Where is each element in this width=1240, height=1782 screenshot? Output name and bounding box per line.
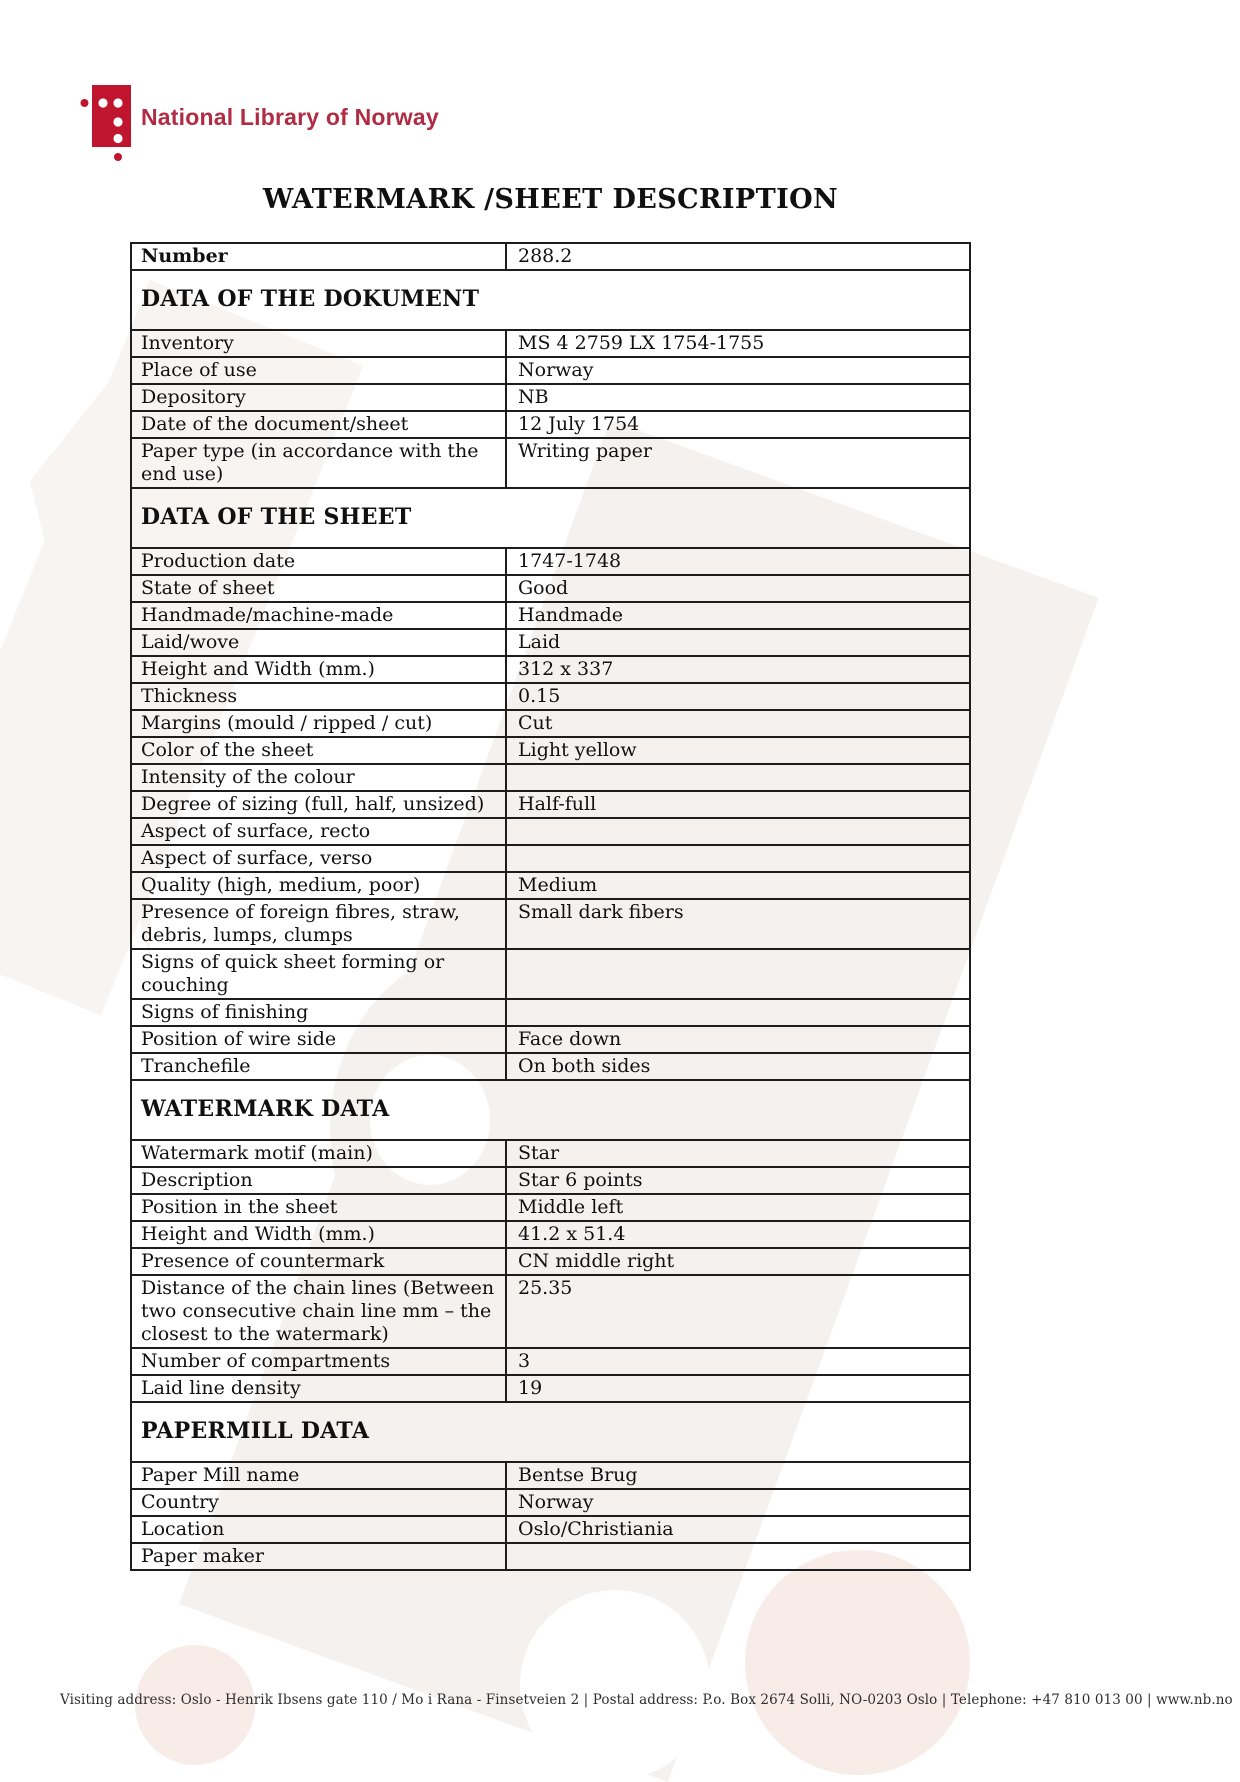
row-value bbox=[506, 949, 970, 999]
table-row bbox=[131, 438, 970, 488]
table-row bbox=[131, 737, 970, 764]
section-heading-row bbox=[131, 1402, 970, 1462]
table-row bbox=[131, 949, 970, 999]
table-row bbox=[131, 1516, 970, 1543]
table-row bbox=[131, 1140, 970, 1167]
table-row bbox=[131, 1053, 970, 1080]
table-row bbox=[131, 330, 970, 357]
row-value: Face down bbox=[506, 1026, 970, 1053]
row-value: Medium bbox=[506, 872, 970, 899]
row-label: Paper type (in accordance with the end use) bbox=[131, 438, 506, 488]
table-row bbox=[131, 818, 970, 845]
table-row bbox=[131, 656, 970, 683]
nb-logo bbox=[74, 70, 134, 165]
row-value: Star 6 points bbox=[506, 1167, 970, 1194]
row-value: 0.15 bbox=[506, 683, 970, 710]
section-heading-row bbox=[131, 1080, 970, 1140]
section-heading: WATERMARK DATA bbox=[131, 1080, 970, 1140]
row-label: Intensity of the colour bbox=[131, 764, 506, 791]
row-label: Thickness bbox=[131, 683, 506, 710]
table-row bbox=[131, 1489, 970, 1516]
row-label: Signs of finishing bbox=[131, 999, 506, 1026]
row-value: Oslo/Christiania bbox=[506, 1516, 970, 1543]
row-value: Norway bbox=[506, 1489, 970, 1516]
table-row bbox=[131, 764, 970, 791]
description-table bbox=[130, 242, 971, 1571]
table-row bbox=[131, 1462, 970, 1489]
row-value bbox=[506, 1543, 970, 1570]
row-label: Location bbox=[131, 1516, 506, 1543]
row-label: Margins (mould / ripped / cut) bbox=[131, 710, 506, 737]
section-heading-row bbox=[131, 488, 970, 548]
row-label: Position of wire side bbox=[131, 1026, 506, 1053]
row-value: On both sides bbox=[506, 1053, 970, 1080]
table-row bbox=[131, 1248, 970, 1275]
description-table-body bbox=[131, 243, 970, 1570]
row-value: Writing paper bbox=[506, 438, 970, 488]
row-value: Middle left bbox=[506, 1194, 970, 1221]
row-value bbox=[506, 999, 970, 1026]
row-label: Color of the sheet bbox=[131, 737, 506, 764]
table-row bbox=[131, 1194, 970, 1221]
table-row bbox=[131, 1543, 970, 1570]
table-row bbox=[131, 411, 970, 438]
row-label: State of sheet bbox=[131, 575, 506, 602]
row-value: Bentse Brug bbox=[506, 1462, 970, 1489]
row-label: Presence of countermark bbox=[131, 1248, 506, 1275]
row-value: 288.2 bbox=[506, 243, 970, 270]
row-value: 25.35 bbox=[506, 1275, 970, 1348]
row-value: 41.2 x 51.4 bbox=[506, 1221, 970, 1248]
row-label: Date of the document/sheet bbox=[131, 411, 506, 438]
table-row bbox=[131, 1221, 970, 1248]
row-label: Quality (high, medium, poor) bbox=[131, 872, 506, 899]
table-row bbox=[131, 683, 970, 710]
row-value bbox=[506, 845, 970, 872]
table-row bbox=[131, 548, 970, 575]
row-value: MS 4 2759 LX 1754-1755 bbox=[506, 330, 970, 357]
nb-logo-icon bbox=[74, 70, 134, 165]
table-row bbox=[131, 872, 970, 899]
table-row bbox=[131, 602, 970, 629]
row-value: 12 July 1754 bbox=[506, 411, 970, 438]
row-value: Light yellow bbox=[506, 737, 970, 764]
table-row bbox=[131, 710, 970, 737]
table-row bbox=[131, 1275, 970, 1348]
section-heading: DATA OF THE SHEET bbox=[131, 488, 970, 548]
row-label: Height and Width (mm.) bbox=[131, 1221, 506, 1248]
row-label: Aspect of surface, recto bbox=[131, 818, 506, 845]
table-row bbox=[131, 575, 970, 602]
row-value: Laid bbox=[506, 629, 970, 656]
row-value: 1747-1748 bbox=[506, 548, 970, 575]
row-label: Number bbox=[131, 243, 506, 270]
row-label: Position in the sheet bbox=[131, 1194, 506, 1221]
table-row bbox=[131, 1026, 970, 1053]
table-row bbox=[131, 899, 970, 949]
row-label: Height and Width (mm.) bbox=[131, 656, 506, 683]
row-value: Cut bbox=[506, 710, 970, 737]
footer-text: Visiting address: Oslo - Henrik Ibsens gate 110 / Mo i Rana - Finsetveien 2 | Postal address: P.o. Box 2674 Solli, NO-0203 Oslo | Telephone: +47 810 013 00 | www.nb.no bbox=[60, 1692, 1233, 1708]
row-value: Half-full bbox=[506, 791, 970, 818]
table-row bbox=[131, 845, 970, 872]
row-label: Presence of foreign fibres, straw, debris, lumps, clumps bbox=[131, 899, 506, 949]
row-label: Signs of quick sheet forming or couching bbox=[131, 949, 506, 999]
row-value: Good bbox=[506, 575, 970, 602]
row-value: 312 x 337 bbox=[506, 656, 970, 683]
row-label: Paper Mill name bbox=[131, 1462, 506, 1489]
watermark-pink-blob bbox=[745, 1550, 970, 1775]
row-label: Description bbox=[131, 1167, 506, 1194]
table-row bbox=[131, 1348, 970, 1375]
row-label: Laid line density bbox=[131, 1375, 506, 1402]
row-value: 19 bbox=[506, 1375, 970, 1402]
row-value: Norway bbox=[506, 357, 970, 384]
row-value: Handmade bbox=[506, 602, 970, 629]
row-label: Watermark motif (main) bbox=[131, 1140, 506, 1167]
row-value: 3 bbox=[506, 1348, 970, 1375]
row-value: Star bbox=[506, 1140, 970, 1167]
table-row bbox=[131, 999, 970, 1026]
row-label: Degree of sizing (full, half, unsized) bbox=[131, 791, 506, 818]
row-value bbox=[506, 764, 970, 791]
table-row bbox=[131, 357, 970, 384]
row-value: Small dark fibers bbox=[506, 899, 970, 949]
row-label: Production date bbox=[131, 548, 506, 575]
row-label: Inventory bbox=[131, 330, 506, 357]
row-label: Paper maker bbox=[131, 1543, 506, 1570]
row-label: Distance of the chain lines (Between two consecutive chain line mm – the closest to the watermark) bbox=[131, 1275, 506, 1348]
row-value bbox=[506, 818, 970, 845]
row-value: CN middle right bbox=[506, 1248, 970, 1275]
row-label: Depository bbox=[131, 384, 506, 411]
table-row bbox=[131, 384, 970, 411]
section-heading-row bbox=[131, 270, 970, 330]
row-value: NB bbox=[506, 384, 970, 411]
watermark-hole bbox=[520, 1590, 710, 1780]
table-row bbox=[131, 1167, 970, 1194]
row-label: Aspect of surface, verso bbox=[131, 845, 506, 872]
row-label: Tranchefile bbox=[131, 1053, 506, 1080]
logo-wordmark: National Library of Norway bbox=[141, 104, 439, 130]
section-heading: DATA OF THE DOKUMENT bbox=[131, 270, 970, 330]
row-label: Number of compartments bbox=[131, 1348, 506, 1375]
page-title: WATERMARK /SHEET DESCRIPTION bbox=[262, 184, 839, 215]
section-heading: PAPERMILL DATA bbox=[131, 1402, 970, 1462]
table-row bbox=[131, 1375, 970, 1402]
table-row bbox=[131, 243, 970, 270]
row-label: Country bbox=[131, 1489, 506, 1516]
table-row bbox=[131, 791, 970, 818]
row-label: Place of use bbox=[131, 357, 506, 384]
row-label: Laid/wove bbox=[131, 629, 506, 656]
row-label: Handmade/machine-made bbox=[131, 602, 506, 629]
table-row bbox=[131, 629, 970, 656]
